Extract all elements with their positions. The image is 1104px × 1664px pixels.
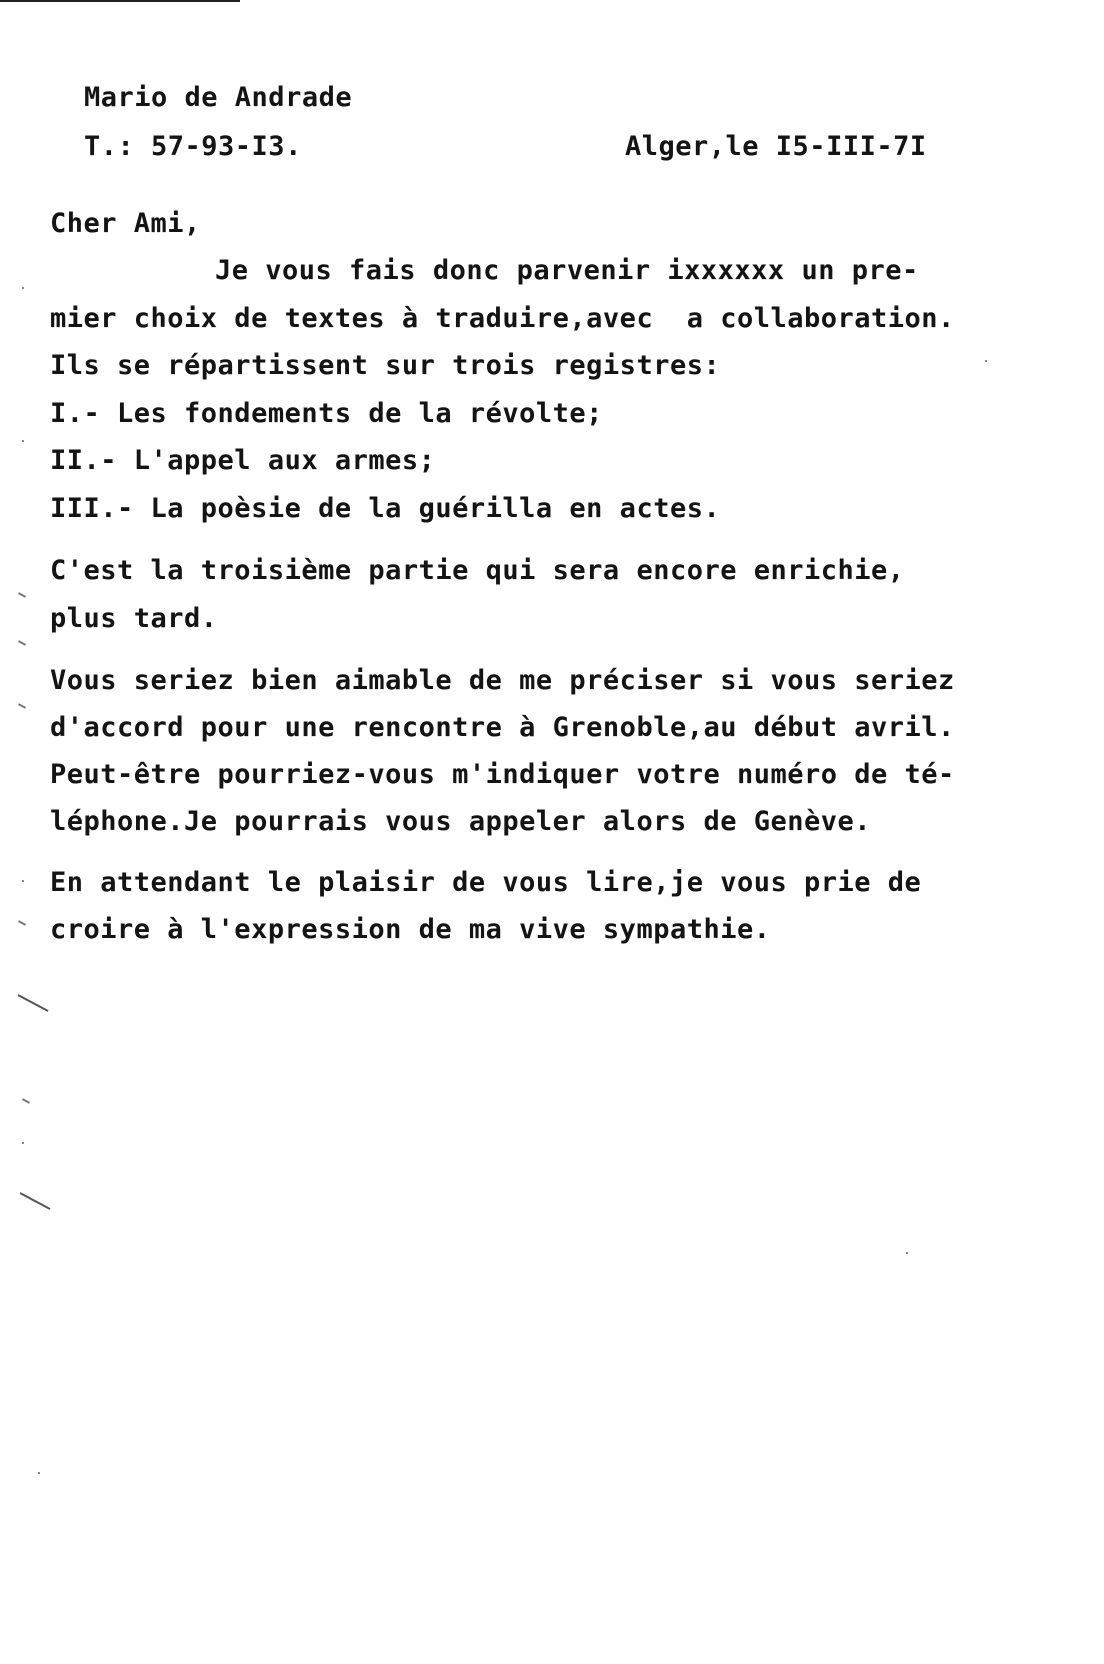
top-edge-rule bbox=[0, 0, 240, 2]
body-line: d'accord pour une rencontre à Grenoble,au début avril. bbox=[50, 712, 955, 743]
place-date: Alger,le I5-III-7I bbox=[625, 131, 927, 162]
margin-mark bbox=[22, 1098, 30, 1104]
body-line: III.- La poèsie de la guérilla en actes. bbox=[50, 493, 721, 524]
sender-name: Mario de Andrade bbox=[84, 82, 353, 113]
scan-speck bbox=[22, 287, 24, 289]
body-line: Ils se répartissent sur trois registres: bbox=[50, 350, 721, 381]
scan-speck bbox=[22, 880, 24, 882]
body-line: croire à l'expression de ma vive sympathie. bbox=[50, 914, 771, 945]
salutation: Cher Ami, bbox=[50, 208, 201, 239]
body-line: II.- L'appel aux armes; bbox=[50, 445, 436, 476]
body-line: mier choix de textes à traduire,avec a collaboration. bbox=[50, 303, 955, 334]
scan-speck bbox=[22, 440, 24, 442]
margin-mark bbox=[18, 994, 49, 1012]
margin-mark bbox=[18, 703, 26, 709]
scan-speck bbox=[38, 1472, 40, 1474]
body-line: Je vous fais donc parvenir ixxxxxx un pre- bbox=[215, 255, 919, 286]
body-line: Peut-être pourriez-vous m'indiquer votre numéro de té- bbox=[50, 759, 955, 790]
body-line: I.- Les fondements de la révolte; bbox=[50, 398, 603, 429]
sender-phone: T.: 57-93-I3. bbox=[84, 131, 302, 162]
scan-speck bbox=[906, 1252, 908, 1254]
margin-mark bbox=[20, 1192, 51, 1210]
margin-mark bbox=[18, 920, 26, 926]
body-line: léphone.Je pourrais vous appeler alors de Genève. bbox=[50, 806, 872, 837]
body-line: plus tard. bbox=[50, 603, 218, 634]
scan-speck bbox=[985, 360, 987, 362]
margin-mark bbox=[18, 640, 26, 646]
margin-mark bbox=[18, 592, 26, 598]
body-line: C'est la troisième partie qui sera encore enrichie, bbox=[50, 555, 905, 586]
scan-speck bbox=[22, 1142, 24, 1144]
body-line: En attendant le plaisir de vous lire,je vous prie de bbox=[50, 867, 922, 898]
body-line: Vous seriez bien aimable de me préciser si vous seriez bbox=[50, 665, 955, 696]
